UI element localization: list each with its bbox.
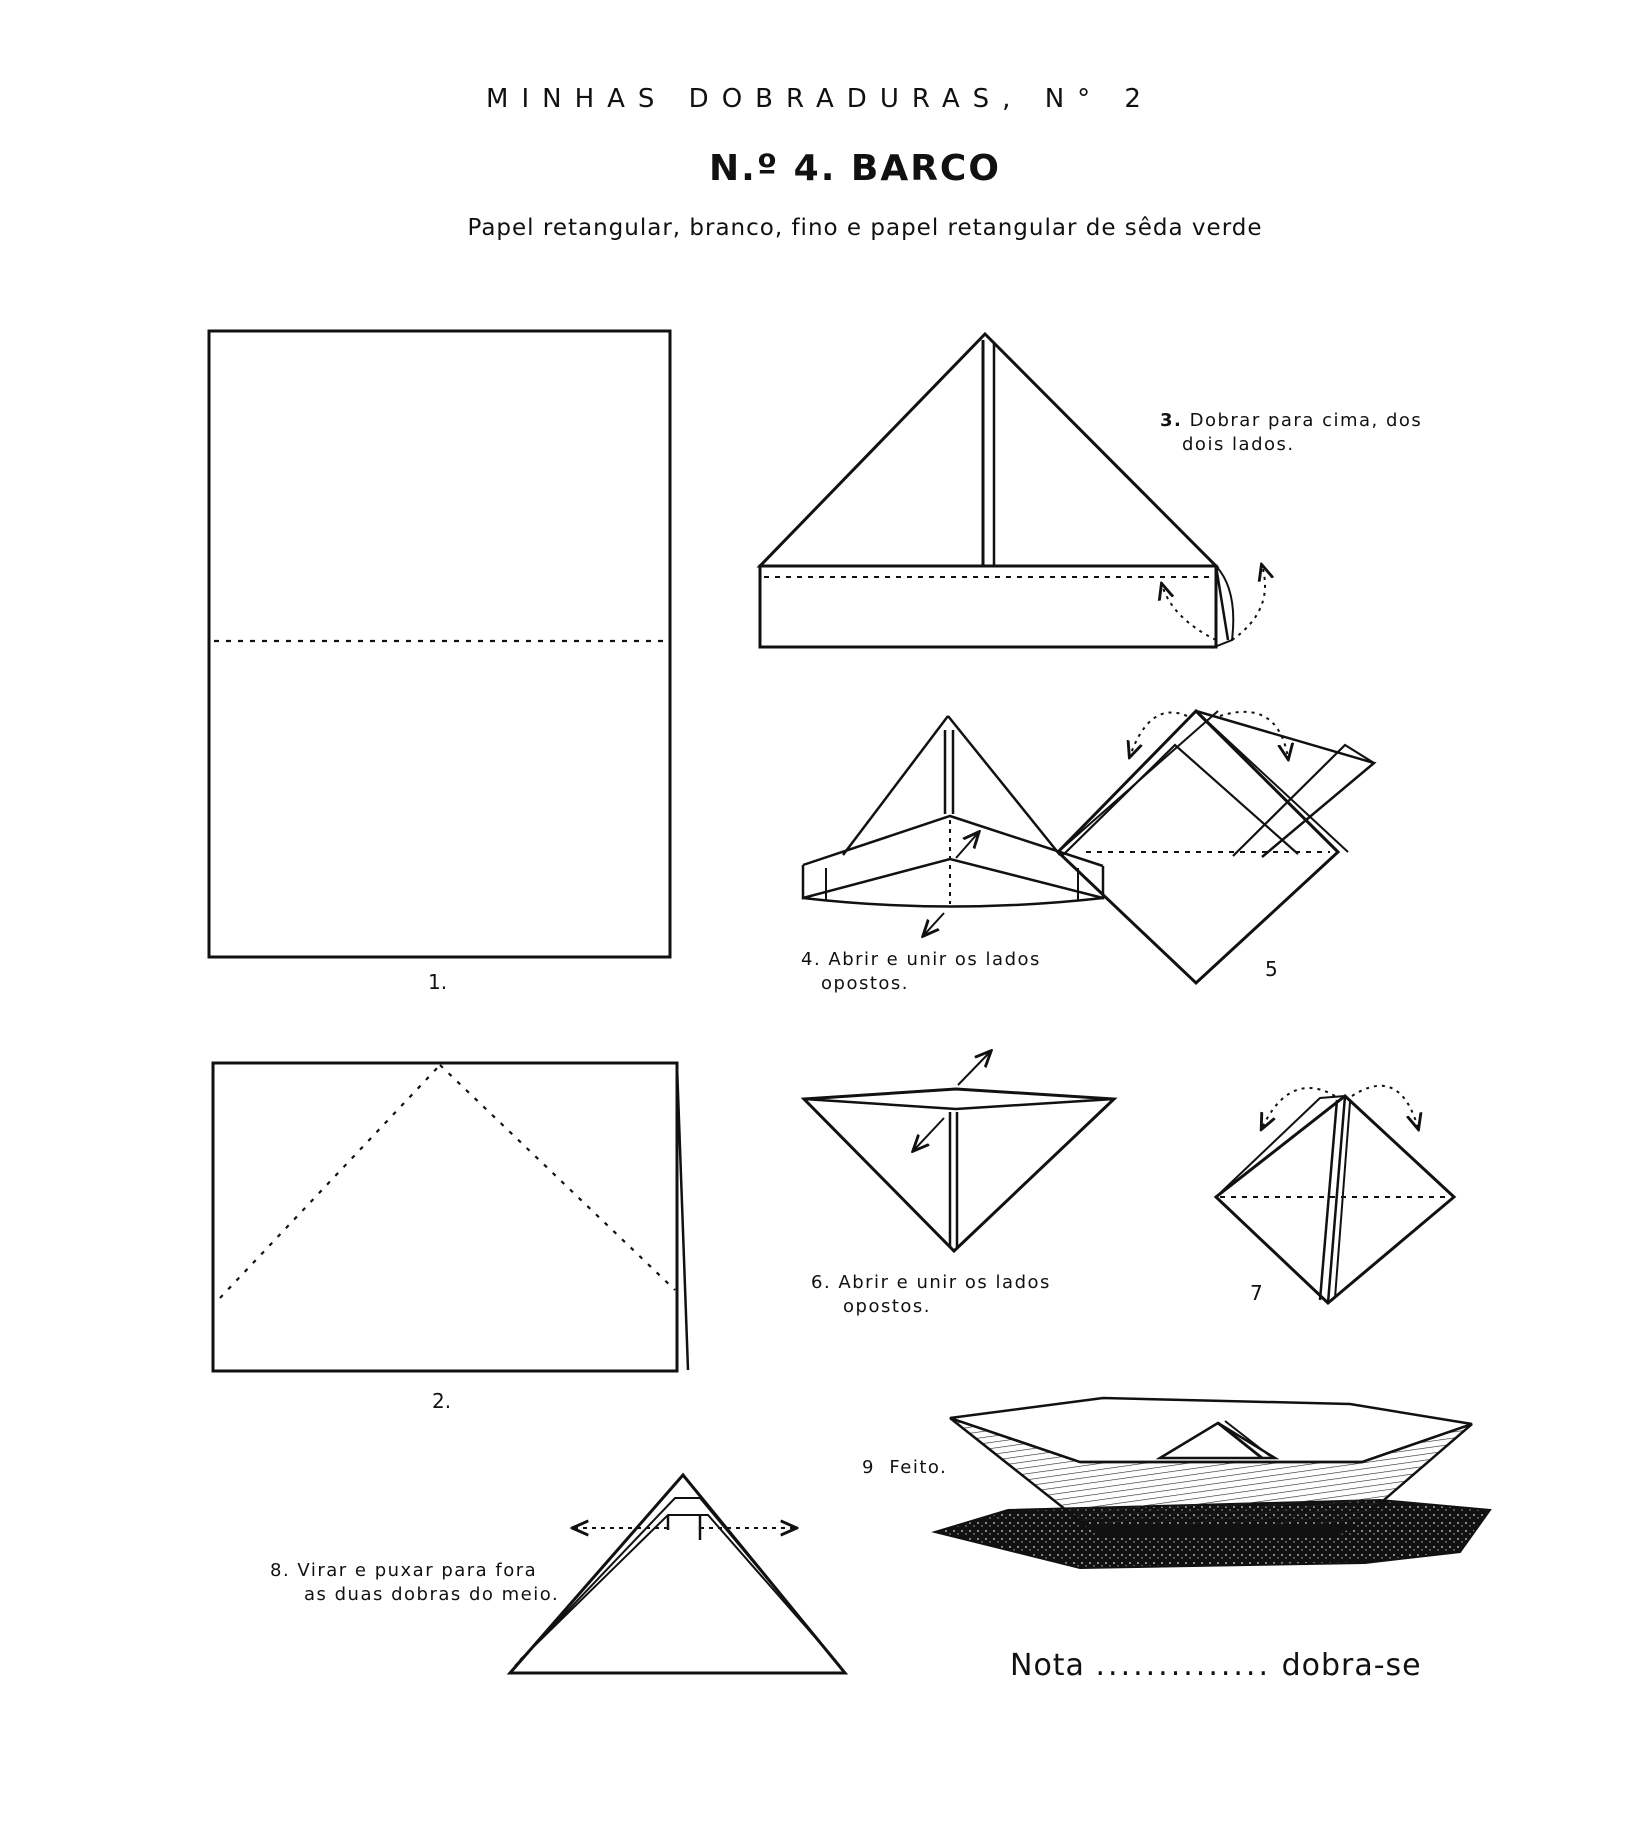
- step4-caption: [801, 948, 1041, 996]
- step9-number: 9: [862, 1457, 875, 1478]
- materials-subtitle: Papel retangular, branco, fino e papel retangular de sêda verde: [467, 215, 1263, 241]
- step8-diagram: [510, 1475, 845, 1673]
- note-dots: ..............: [1095, 1648, 1272, 1683]
- step2-number: 2.: [432, 1389, 452, 1413]
- page-title: N.º 4. BARCO: [709, 148, 1001, 189]
- step7-number: 7: [1250, 1281, 1263, 1305]
- step7-diagram: [1216, 1086, 1454, 1303]
- step8-caption: [270, 1559, 559, 1607]
- step6-caption-line1: Abrir e unir os lados: [838, 1272, 1051, 1293]
- step9-label: Feito.: [889, 1457, 948, 1478]
- step8-number: 8.: [270, 1560, 291, 1581]
- step2-diagram: [213, 1063, 688, 1371]
- note-word: Nota: [1010, 1648, 1085, 1683]
- step1-diagram: [209, 331, 670, 957]
- step4-caption-line1: Abrir e unir os lados: [828, 949, 1041, 970]
- step6-diagram: [804, 1052, 1114, 1251]
- step6-number: 6.: [811, 1272, 832, 1293]
- step4-diagram: [803, 716, 1103, 935]
- step9-boat-drawing: [935, 1398, 1490, 1568]
- step5-diagram: [1058, 711, 1374, 983]
- step3-caption-line2: dois lados.: [1182, 434, 1295, 455]
- step9-caption: [862, 1456, 947, 1480]
- step3-number: 3.: [1160, 410, 1183, 431]
- step4-number: 4.: [801, 949, 822, 970]
- step6-caption-line2: opostos.: [843, 1296, 931, 1317]
- series-heading: MINHAS DOBRADURAS, N° 2: [486, 84, 1154, 114]
- note-text: dobra-se: [1281, 1648, 1422, 1683]
- step3-caption-line1: Dobrar para cima, dos: [1189, 410, 1423, 431]
- step3-caption: [1160, 409, 1422, 457]
- step6-caption: [811, 1271, 1051, 1319]
- step3-diagram: [760, 334, 1265, 648]
- step5-number: 5: [1265, 957, 1278, 981]
- step8-caption-line1: Virar e puxar para fora: [297, 1560, 538, 1581]
- step1-number: 1.: [428, 970, 448, 994]
- fold-note: [1010, 1648, 1422, 1683]
- step4-caption-line2: opostos.: [821, 973, 909, 994]
- step8-caption-line2: as duas dobras do meio.: [304, 1584, 560, 1605]
